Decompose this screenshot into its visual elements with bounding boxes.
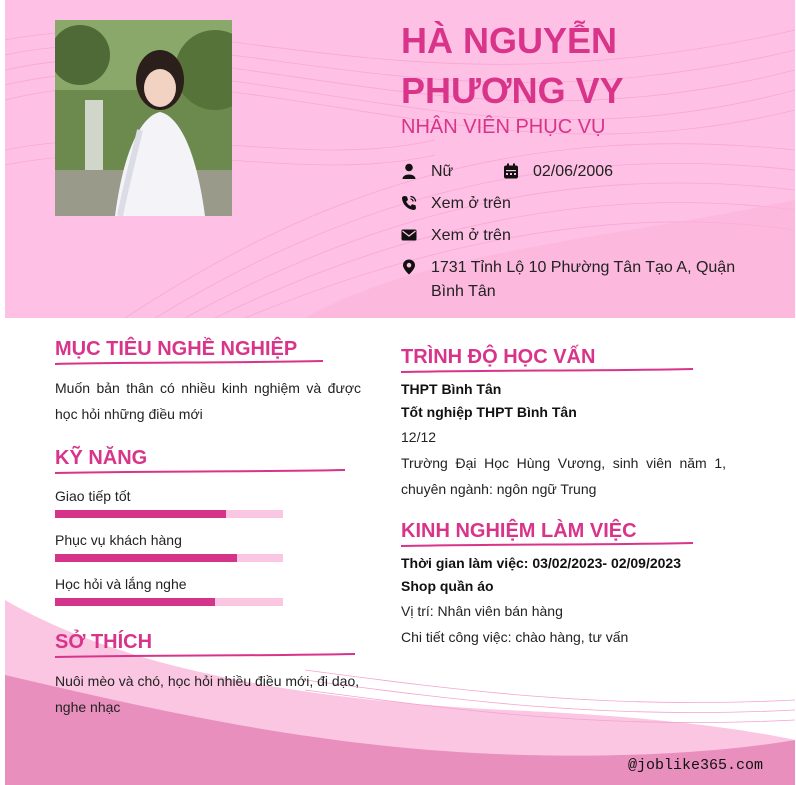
education-title: TRÌNH ĐỘ HỌC VẤN (401, 346, 596, 368)
phone-value: Xem ở trên (431, 195, 511, 212)
skill-label-1: Giao tiếp tốt (55, 488, 131, 504)
calendar-icon (503, 163, 519, 179)
skill-bar-3 (55, 598, 283, 606)
experience-title: KINH NGHIỆM LÀM VIỆC (401, 520, 637, 542)
education-underline (401, 368, 693, 374)
education-detail: Trường Đại Học Hùng Vương, sinh viên năm 1, chuyên ngành: ngôn ngữ Trung (401, 455, 726, 497)
hobbies-underline (55, 653, 355, 659)
profile-photo-image (55, 20, 232, 216)
gender-value: Nữ (431, 163, 454, 180)
skill-bar-1 (55, 510, 283, 518)
email-row (401, 224, 511, 248)
profile-photo (55, 20, 232, 216)
candidate-name: HÀ NGUYỄN PHƯƠNG VY (401, 20, 624, 111)
objective-text: Muốn bản thân có nhiều kinh nghiệm và được học hỏi những điều mới (55, 380, 361, 422)
email-value: Xem ở trên (431, 227, 511, 244)
birthday-row (503, 160, 613, 184)
address-value: 1731 Tỉnh Lộ 10 Phường Tân Tạo A, Quận Bình Tân (431, 259, 736, 300)
skill-label-2: Phục vụ khách hàng (55, 532, 182, 548)
gender-row (401, 160, 453, 184)
cv-page (5, 0, 795, 785)
education-degree: Tốt nghiệp THPT Bình Tân (401, 404, 577, 420)
skills-title: KỸ NĂNG (55, 447, 148, 469)
skills-underline (55, 469, 345, 475)
objective-title: MỤC TIÊU NGHỀ NGHIỆP (55, 338, 298, 360)
skill-bar-2 (55, 554, 283, 562)
experience-company: Shop quần áo (401, 578, 494, 594)
experience-underline (401, 542, 693, 548)
objective-underline (55, 360, 323, 366)
phone-icon (401, 195, 417, 211)
skill-label-3: Học hỏi và lắng nghe (55, 576, 187, 592)
phone-row (401, 192, 511, 216)
skill-fill-1 (55, 510, 226, 518)
map-pin-icon (401, 259, 417, 275)
user-icon (401, 163, 417, 179)
header-band (5, 0, 795, 318)
birthday-value: 02/06/2006 (533, 163, 614, 180)
skill-fill-3 (55, 598, 215, 606)
candidate-role: NHÂN VIÊN PHỤC VỤ (401, 116, 606, 138)
address-row (401, 256, 771, 304)
education-school: THPT Bình Tân (401, 381, 502, 397)
experience-period: Thời gian làm việc: 03/02/2023- 02/09/2023 (401, 555, 682, 571)
watermark: @joblike365.com (628, 757, 764, 774)
hobbies-title: SỞ THÍCH (55, 631, 153, 653)
experience-detail: Chi tiết công việc: chào hàng, tư vấn (401, 629, 629, 645)
experience-position: Vị trí: Nhân viên bán hàng (401, 603, 563, 619)
education-grade: 12/12 (401, 429, 437, 445)
skill-fill-2 (55, 554, 237, 562)
hobbies-text: Nuôi mèo và chó, học hỏi nhiều điều mới, đi dạo, nghe nhạc (55, 673, 360, 715)
envelope-icon (401, 227, 417, 243)
